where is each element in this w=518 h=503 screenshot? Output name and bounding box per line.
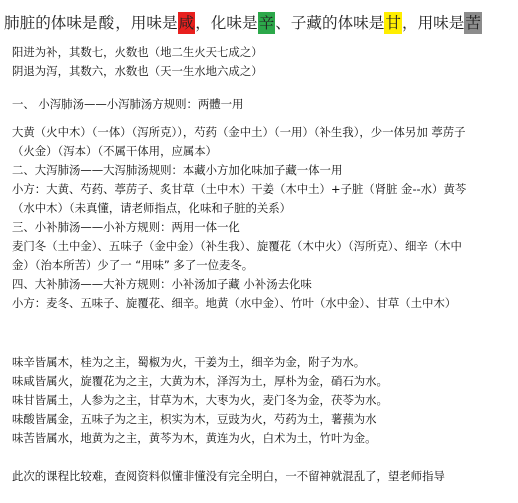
heading-text-4: 、子藏的体味是 — [275, 14, 385, 32]
text-line-sweet: 味甘皆属土，人参为之主，甘草为木，大枣为火，麦门冬为金，茯苓为水。 — [12, 393, 388, 407]
heading-text-1: 肺脏的体味是 — [4, 14, 98, 32]
text-line-yin: 阴退为泻，其数六，水数也（天一生水地六成之） — [12, 64, 263, 78]
text-line-big-drain-1: 小方：大黄、芍药、葶苈子、炙甘草（土中木）干姜（木中土）+子脏（肾脏 金--水）黄芩 — [12, 182, 467, 196]
text-line-closing-note: 此次的课程比较难，查阅资料似懂非懂没有完全明白，一不留神就混乱了，望老师指导 — [12, 469, 445, 483]
heading-text-2: ，用味是 — [115, 14, 178, 32]
text-line-yang: 阳进为补，其数七，火数也（地二生火天七成之） — [12, 45, 263, 59]
section-heading-big-drain: 二、大泻肺汤——大泻肺汤规则：本藏小方加化味加子藏一体一用 — [12, 163, 343, 177]
highlight-pungent: 辛 — [258, 14, 275, 32]
text-line-small-drain-1: 大黄（火中木）（一体）（泻所克）），芍药（金中土）（一用）（补生我），少一体另加 葶苈子 — [12, 125, 466, 139]
highlight-bitter: 苦 — [465, 14, 481, 32]
text-line-big-drain-2: （水中木）（未真懂，请老师指点，化味和子脏的关系） — [12, 201, 292, 215]
text-line-big-tonify-1: 小方：麦冬、五味子、旋覆花、细辛。地黄（水中金）、竹叶（水中金）、甘草（土中木） — [12, 296, 457, 310]
text-line-small-tonify-1: 麦门冬（土中金）、五味子（金中金）（补生我）、旋覆花（木中火）（泻所克）、细辛（木中 — [12, 239, 462, 253]
section-heading-small-drain: 一、 小泻肺汤——小泻肺汤方规则：两體一用 — [12, 97, 244, 111]
text-line-pungent: 味辛皆属木，桂为之主，蜀椒为火，干姜为土，细辛为金，附子为水。 — [12, 355, 366, 369]
text-line-sour: 味酸皆属金，五味子为之主，枳实为木，豆豉为火，芍药为土，薯蓣为水 — [12, 412, 377, 426]
highlight-sour: 酸 — [98, 14, 115, 32]
text-line-small-drain-2: （火金）（泻本）（不属干体用，应属本） — [12, 144, 218, 158]
highlight-sweet: 甘 — [385, 14, 401, 32]
section-heading-small-tonify: 三、小补肺汤——小补方规则：两用一体一化 — [12, 220, 240, 234]
heading-flavor-summary — [4, 6, 482, 40]
text-line-bitter: 味苦皆属水，地黄为之主，黄芩为木，黄连为火，白术为土，竹叶为金。 — [12, 431, 377, 445]
text-line-small-tonify-2: 金）（治本所苦）少了一 “用味” 多了一位麦冬。 — [12, 258, 254, 272]
text-line-salty: 味咸皆属火，旋覆花为之主，大黄为木，泽泻为土，厚朴为金，硝石为水。 — [12, 374, 388, 388]
highlight-salty: 咸 — [178, 14, 195, 32]
heading-text-5: ，用味是 — [401, 14, 465, 32]
section-heading-big-tonify: 四、大补肺汤——大补方规则：小补汤加子藏 小补汤去化味 — [12, 277, 312, 291]
heading-text-3: ，化味是 — [195, 14, 258, 32]
